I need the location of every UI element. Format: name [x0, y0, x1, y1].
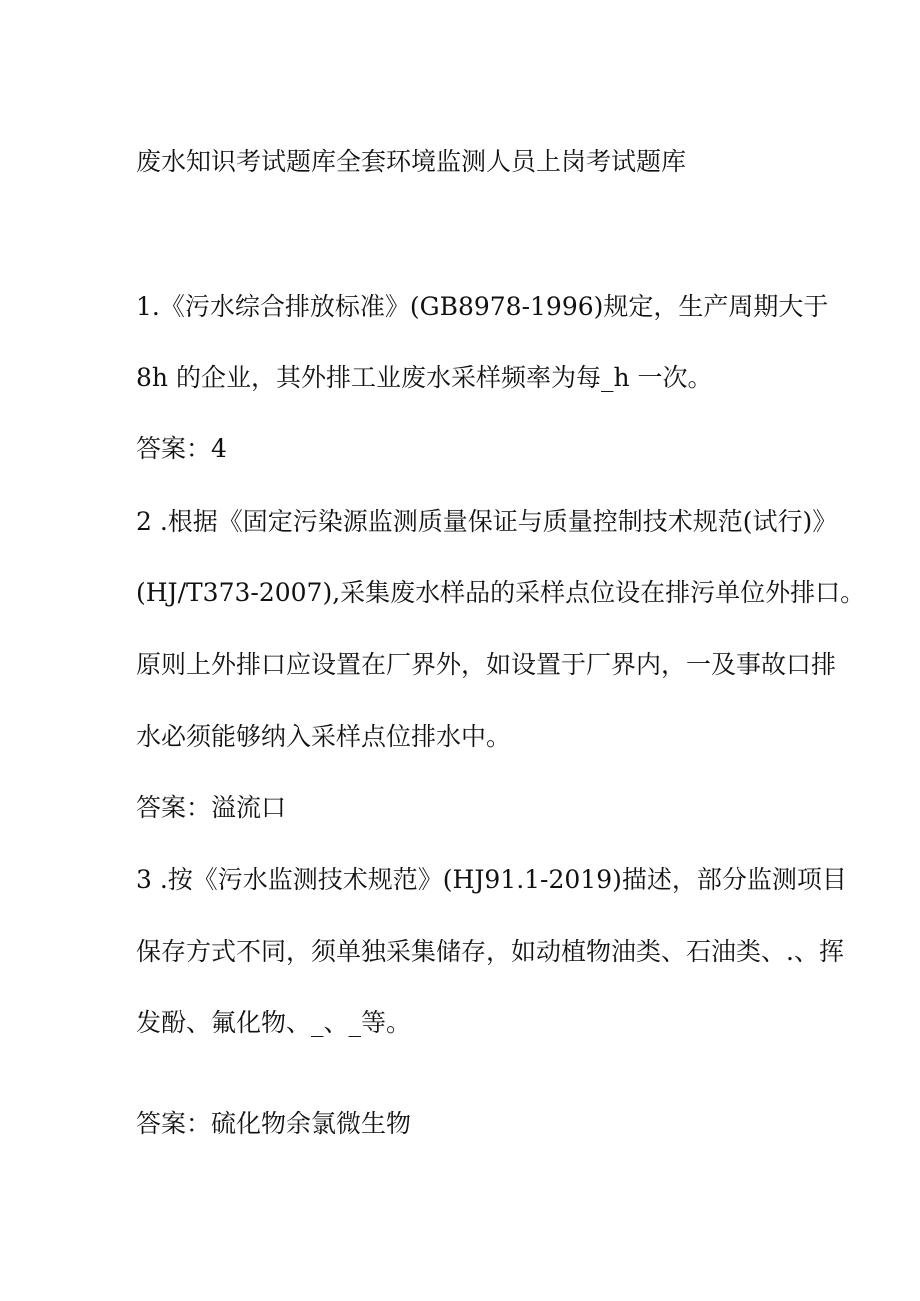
- question-3-line-1: 3 .按《污水监测技术规范》(HJ91.1-2019)描述，部分监测项目: [136, 865, 847, 894]
- document-title: 废水知识考试题库全套环境监测人员上岗考试题库: [136, 147, 687, 176]
- question-3-line-2: 保存方式不同，须单独采集储存，如动植物油类、石油类、.、挥: [136, 937, 844, 966]
- question-3-line-3: 发酚、氟化物、_、_等。: [136, 1008, 412, 1037]
- question-2-line-1: 2 .根据《固定污染源监测质量保证与质量控制技术规范(试行)》: [136, 507, 838, 536]
- question-2-line-4: 水必须能够纳入采样点位排水中。: [136, 722, 512, 751]
- question-1-line-1: 1.《污水综合排放标准》(GB8978-1996)规定，生产周期大于: [136, 292, 829, 321]
- question-1-answer: 答案：4: [136, 434, 227, 463]
- question-3-answer: 答案：硫化物余氯微生物: [136, 1109, 412, 1138]
- question-1-line-2: 8h 的企业，其外排工业废水采样频率为每_h 一次。: [136, 363, 713, 392]
- question-2-answer: 答案：溢流口: [136, 793, 287, 822]
- question-2-line-2: (HJ/T373-2007),采集废水样品的采样点位设在排污单位外排口。: [136, 578, 866, 607]
- question-2-line-3: 原则上外排口应设置在厂界外，如设置于厂界内，一及事故口排: [136, 650, 837, 679]
